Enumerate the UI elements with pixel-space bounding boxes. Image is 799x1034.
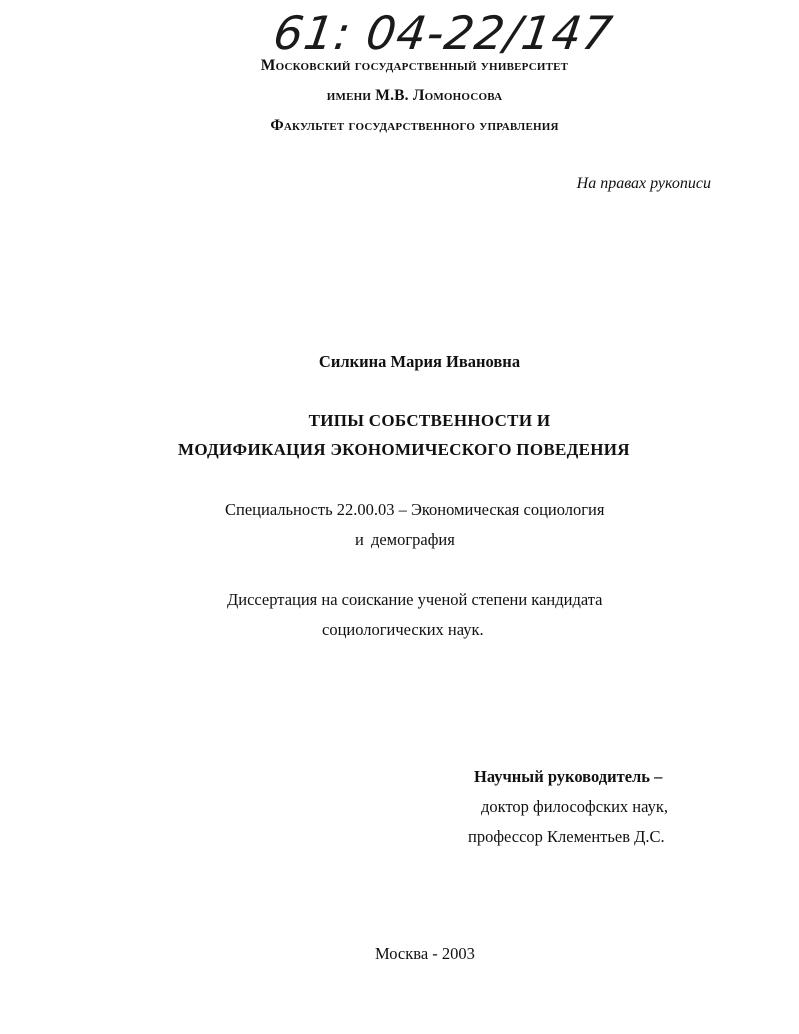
- degree-statement-line-1: Диссертация на соискание ученой степени кандидата: [227, 590, 603, 609]
- thesis-title-line-1: ТИПЫ СОБСТВЕННОСТИ И: [308, 411, 551, 430]
- university-name: Московский государственный университет: [260, 57, 569, 74]
- supervisor-heading: Научный руководитель –: [474, 767, 663, 786]
- university-named-after: имени М.В. Ломоносова: [326, 87, 503, 104]
- author-name: Силкина Мария Ивановна: [318, 352, 521, 371]
- manuscript-note: На правах рукописи: [576, 175, 711, 192]
- supervisor-degree: доктор философских наук,: [481, 797, 668, 816]
- specialty-line-2: и демография: [355, 530, 455, 549]
- degree-statement-line-2: социологических наук.: [322, 620, 484, 639]
- archive-code-text: 61: 04-22/147: [270, 6, 617, 60]
- supervisor-name: профессор Клементьев Д.С.: [468, 827, 665, 846]
- thesis-title-line-2: МОДИФИКАЦИЯ ЭКОНОМИЧЕСКОГО ПОВЕДЕНИЯ: [178, 440, 630, 459]
- city-year: Москва - 2003: [375, 944, 475, 963]
- specialty-line-1: Специальность 22.00.03 – Экономическая социология: [225, 500, 605, 519]
- faculty-name: Факультет государственного управления: [270, 117, 559, 134]
